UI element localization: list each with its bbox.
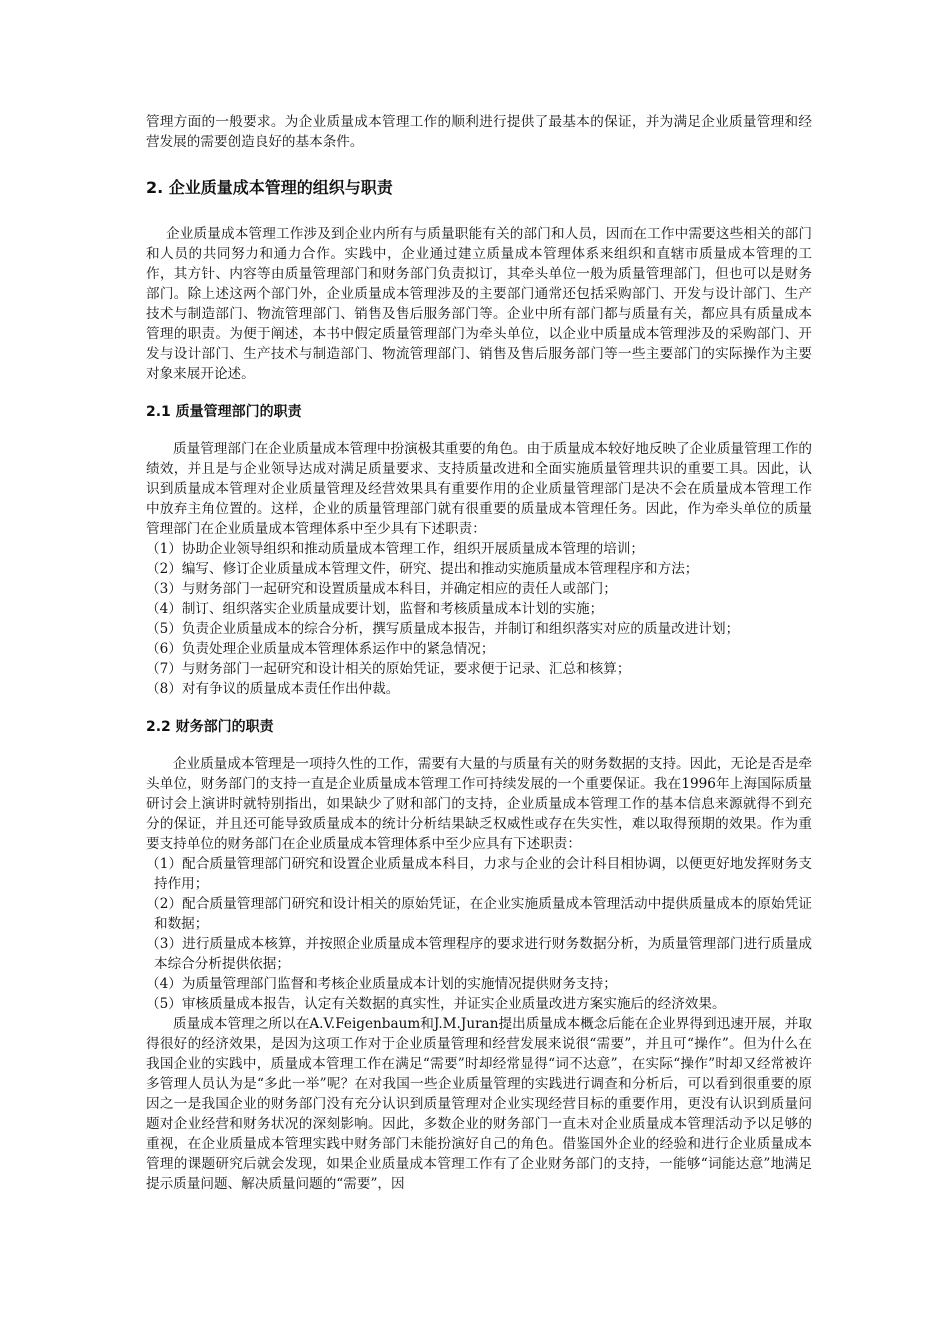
section-2-1-paragraph: 质量管理部门在企业质量成本管理中扮演极其重要的角色。由于质量成本较好地反映了企业质量管理工作的绩效，并且是与企业领导达成对满足质量要求、支持质量改进和全面实施质量管理共识的重要工具。因此，认识到质量成本管理对企业质量管理及经营效果具有重要作用的企业质量管理部门是决不会在质量成本管理工作中放弃主角位置的。这样，企业的质量管理部门就有很重要的质量成本管理任务。因此，作为牵头单位的质量管理部门在企业质量成本管理体系中至少具有下述职责：	[146, 441, 812, 537]
list-item: （1）协助企业领导组织和推动质量成本管理工作，组织开展质量成本管理的培训；	[146, 541, 645, 557]
list-item: （2）配合质量管理部门研究和设计相关的原始凭证，在企业实施质量成本管理活动中提供质量成本的原始凭证和数据；	[146, 896, 812, 932]
document-page	[146, 112, 812, 1194]
section-2-2-closing-paragraph: 质量成本管理之所以在A.V.Feigenbaum和J.M.Juran提出质量成本概念后能在企业界得到迅速开展，并取得很好的经济效果，是因为这项工作对于企业质量管理和经营发展来说很“需要”，并且可“操作”。但为什么在我国企业的实践中，质量成本管理工作在满足“需要”时却经常显得“词不达意”，在实际“操作”时却又经常被许多管理人员认为是“多此一举”呢？在对我国一些企业质量管理的实践进行调查和分析后，可以看到很重要的原因之一是我国企业的财务部门没有充分认识到质量管理对企业实现经营目标的重要作用，更没有认识到质量问题对企业经营和财务状况的深刻影响。因此，多数企业的财务部门一直未对企业质量成本管理活动予以足够的重视，在企业质量成本管理实践中财务部门未能扮演好自己的角色。借鉴国外企业的经验和进行企业质量成本管理的课题研究后就会发现，如果企业质量成本管理工作有了企业财务部门的支持，一能够“词能达意”地满足提示质量问题、解决质量问题的“需要”，因	[146, 1016, 812, 1192]
intro-paragraph: 管理方面的一般要求。为企业质量成本管理工作的顺利进行提供了最基本的保证，并为满足企业质量管理和经营发展的需要创造良好的基本条件。	[146, 114, 812, 150]
list-item: （2）编写、修订企业质量成本管理文件，研究、提出和推动实施质量成本管理程序和方法；	[146, 561, 699, 577]
section-2-heading: 2. 企业质量成本管理的组织与职责	[146, 178, 393, 197]
section-2-1-heading: 2.1 质量管理部门的职责	[146, 404, 302, 420]
list-item: （8）对有争议的质量成本责任作出仲裁。	[146, 681, 400, 697]
list-item: （3）与财务部门一起研究和设置质量成本科目，并确定相应的责任人或部门；	[146, 581, 617, 597]
section-2-paragraph: 企业质量成本管理工作涉及到企业内所有与质量职能有关的部门和人员，因而在工作中需要这些相关的部门和人员的共同努力和通力合作。实践中，企业通过建立质量成本管理体系来组织和直辖市质量成本管理的工作，其方针、内容等由质量管理部门和财务部门负责拟订，其牵头单位一般为质量管理部门，但也可以是财务部门。除上述这两个部门外，企业质量成本管理涉及的主要部门通常还包括采购部门、开发与设计部门、生产技术与制造部门、物流管理部门、销售及售后服务部门等。企业中所有部门都与质量有关，都应具有质量成本管理的职责。为便于阐述，本书中假定质量管理部门为牵头单位，以企业中质量成本管理涉及的采购部门、开发与设计部门、生产技术与制造部门、物流管理部门、销售及售后服务部门等一些主要部门的实际操作为主要对象来展开论述。	[146, 226, 812, 382]
list-item: （6）负责处理企业质量成本管理体系运作中的紧急情况；	[146, 641, 495, 657]
list-item: （5）负责企业质量成本的综合分析，撰写质量成本报告，并制订和组织落实对应的质量改进计划；	[146, 621, 740, 637]
list-item: （4）为质量管理部门监督和考核企业质量成本计划的实施情况提供财务支持；	[146, 976, 617, 992]
list-item: （4）制订、组织落实企业质量成要计划，监督和考核质量成本计划的实施；	[146, 601, 604, 617]
section-2-2-heading: 2.2 财务部门的职责	[146, 719, 274, 735]
list-item: （5）审核质量成本报告，认定有关数据的真实性，并证实企业质量改进方案实施后的经济效果。	[146, 996, 726, 1012]
section-2-2-paragraph: 企业质量成本管理是一项持久性的工作，需要有大量的与质量有关的财务数据的支持。因此，无论是否是牵头单位，财务部门的支持一直是企业质量成本管理工作可持续发展的一个重要保证。我在1996年上海国际质量研讨会上演讲时就特别指出，如果缺少了财和部门的支持，企业质量成本管理工作的基本信息来源就得不到充分的保证，并且还可能导致质量成本的统计分析结果缺乏权威性或存在失实性，难以取得预期的效果。作为重要支持单位的财务部门在企业质量成本管理体系中至少应具有下述职责：	[146, 756, 812, 852]
list-item: （3）进行质量成本核算，并按照企业质量成本管理程序的要求进行财务数据分析，为质量管理部门进行质量成本综合分析提供依据；	[146, 936, 812, 972]
list-item: （7）与财务部门一起研究和设计相关的原始凭证，要求便于记录、汇总和核算；	[146, 661, 631, 677]
list-item: （1）配合质量管理部门研究和设置企业质量成本科目，力求与企业的会计科目相协调，以便更好地发挥财务支持作用；	[146, 856, 812, 892]
